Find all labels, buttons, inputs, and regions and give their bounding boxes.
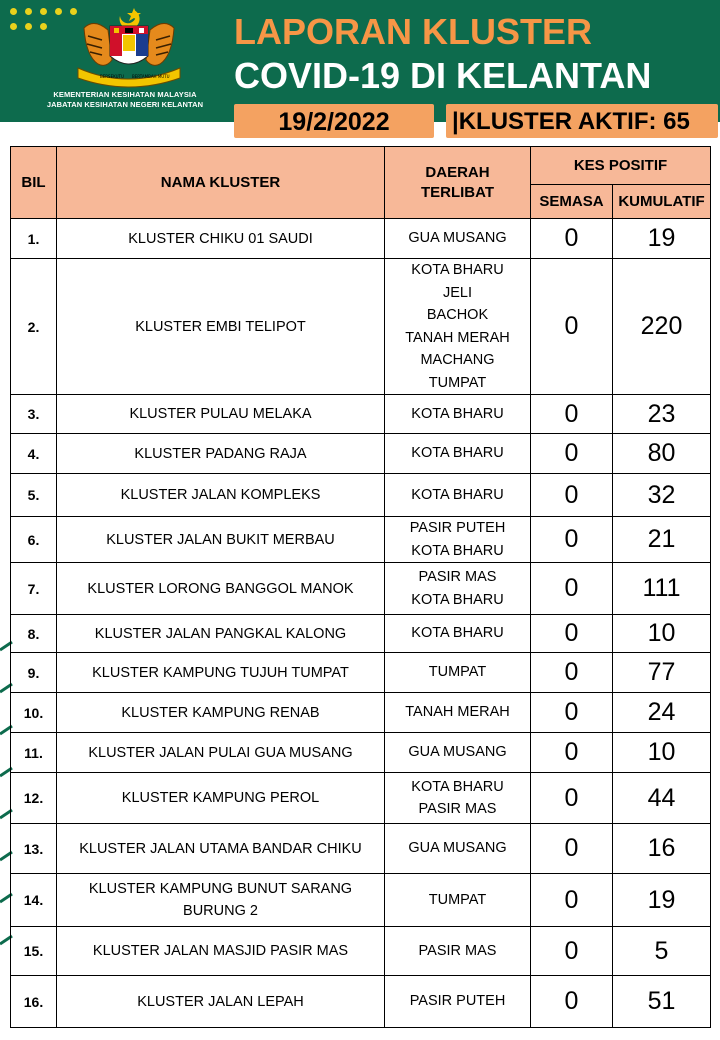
cell-nama-kluster — [57, 927, 385, 976]
cell-bil: 14. — [11, 874, 57, 927]
cell-daerah-terlibat — [385, 733, 531, 773]
cell-kumulatif: 111 — [613, 563, 711, 615]
table-row — [11, 563, 711, 615]
district-line: KOTA BHARU — [411, 445, 504, 462]
cell-semasa: 0 — [531, 874, 613, 927]
header-kumulatif: KUMULATIF — [613, 185, 711, 219]
table-row — [11, 434, 711, 474]
cell-nama-kluster — [57, 517, 385, 563]
header-daerah-line-2: TERLIBAT — [420, 183, 495, 201]
cell-kumulatif: 19 — [613, 219, 711, 259]
district-line: KOTA BHARU — [411, 591, 504, 608]
cluster-table — [10, 146, 711, 1028]
cell-bil: 15. — [11, 927, 57, 976]
table-row — [11, 693, 711, 733]
ministry-line-2: JABATAN KESIHATAN NEGERI KELANTAN — [46, 100, 204, 109]
district-line: KOTA BHARU — [411, 486, 504, 503]
active-cluster-count: |KLUSTER AKTIF: 65 — [452, 108, 690, 135]
cell-kumulatif: 21 — [613, 517, 711, 563]
cluster-name-line: KLUSTER PULAU MELAKA — [129, 406, 312, 422]
cell-semasa: 0 — [531, 824, 613, 874]
cell-nama-kluster — [57, 874, 385, 927]
cell-bil: 2. — [11, 259, 57, 395]
cell-daerah-terlibat — [385, 219, 531, 259]
table-row — [11, 927, 711, 976]
cell-daerah-terlibat — [385, 824, 531, 874]
malaysia-coat-of-arms-icon — [70, 6, 188, 90]
district-line: GUA MUSANG — [408, 230, 507, 247]
cell-nama-kluster — [57, 474, 385, 517]
cell-bil: 8. — [11, 615, 57, 653]
cell-bil: 5. — [11, 474, 57, 517]
cell-semasa: 0 — [531, 733, 613, 773]
date-badge — [234, 104, 434, 138]
cell-daerah-terlibat — [385, 395, 531, 434]
cell-semasa: 0 — [531, 976, 613, 1028]
cell-bil: 13. — [11, 824, 57, 874]
page-title-line-1: LAPORAN KLUSTER — [234, 11, 592, 52]
cell-daerah-terlibat — [385, 653, 531, 693]
cluster-table-body — [11, 219, 711, 1028]
cell-bil: 10. — [11, 693, 57, 733]
cell-semasa: 0 — [531, 773, 613, 824]
district-line: KOTA BHARU — [411, 405, 504, 422]
ministry-line-1: KEMENTERIAN KESIHATAN MALAYSIA — [53, 90, 197, 99]
cluster-name-line: KLUSTER JALAN PULAI GUA MUSANG — [88, 744, 353, 761]
cell-bil: 1. — [11, 219, 57, 259]
cluster-name-line: KLUSTER KAMPUNG RENAB — [121, 704, 320, 721]
district-line: TANAH MERAH — [405, 704, 510, 721]
district-line: PASIR MAS — [418, 801, 497, 817]
cell-daerah-terlibat — [385, 474, 531, 517]
cell-daerah-terlibat — [385, 517, 531, 563]
cell-nama-kluster — [57, 219, 385, 259]
cell-semasa: 0 — [531, 563, 613, 615]
cell-kumulatif: 24 — [613, 693, 711, 733]
cell-semasa: 0 — [531, 615, 613, 653]
table-row — [11, 653, 711, 693]
report-date: 19/2/2022 — [278, 108, 390, 136]
cell-kumulatif: 5 — [613, 927, 711, 976]
cell-daerah-terlibat — [385, 693, 531, 733]
cell-daerah-terlibat — [385, 563, 531, 615]
table-row — [11, 976, 711, 1028]
district-line: KOTA BHARU — [411, 262, 504, 278]
table-row — [11, 474, 711, 517]
district-line: PASIR PUTEH — [409, 993, 506, 1010]
cell-daerah-terlibat — [385, 615, 531, 653]
cell-semasa: 0 — [531, 259, 613, 395]
table-row — [11, 733, 711, 773]
cell-bil: 3. — [11, 395, 57, 434]
cell-kumulatif: 44 — [613, 773, 711, 824]
cell-nama-kluster — [57, 733, 385, 773]
cell-daerah-terlibat — [385, 927, 531, 976]
district-line: PASIR MAS — [418, 942, 497, 959]
cell-nama-kluster — [57, 976, 385, 1028]
cell-bil: 11. — [11, 733, 57, 773]
cell-semasa: 0 — [531, 474, 613, 517]
svg-text:BERSEKUTU: BERSEKUTU — [100, 74, 124, 79]
cell-nama-kluster — [57, 563, 385, 615]
cell-nama-kluster — [57, 395, 385, 434]
cell-semasa: 0 — [531, 653, 613, 693]
cell-bil: 9. — [11, 653, 57, 693]
cluster-name-line: KLUSTER JALAN PANGKAL KALONG — [94, 625, 347, 642]
cluster-name-line: KLUSTER KAMPUNG TUJUH TUMPAT — [92, 664, 349, 681]
district-line: KOTA BHARU — [411, 542, 504, 559]
cell-kumulatif: 51 — [613, 976, 711, 1028]
cluster-name-line: KLUSTER JALAN UTAMA BANDAR CHIKU — [79, 840, 362, 857]
cell-kumulatif: 220 — [613, 259, 711, 395]
district-line: PASIR MAS — [418, 569, 497, 585]
cell-semasa: 0 — [531, 927, 613, 976]
table-row — [11, 824, 711, 874]
ministry-name — [30, 90, 220, 110]
district-line: TUMPAT — [428, 374, 487, 391]
header-bil: BIL — [11, 147, 57, 219]
district-line: KOTA BHARU — [411, 625, 504, 642]
district-line: BACHOK — [426, 307, 489, 323]
cell-semasa: 0 — [531, 434, 613, 474]
header-daerah-line-1: DAERAH — [425, 163, 490, 181]
cell-kumulatif: 16 — [613, 824, 711, 874]
table-row — [11, 773, 711, 824]
district-line: TUMPAT — [428, 664, 487, 681]
cell-nama-kluster — [57, 693, 385, 733]
header-daerah-terlibat — [385, 147, 531, 219]
cell-nama-kluster — [57, 434, 385, 474]
cell-nama-kluster — [57, 824, 385, 874]
cluster-name-line: KLUSTER CHIKU 01 SAUDI — [128, 230, 313, 247]
table-row — [11, 874, 711, 927]
cell-bil: 16. — [11, 976, 57, 1028]
cluster-name-line: KLUSTER EMBI TELIPOT — [135, 318, 306, 335]
district-line: MACHANG — [420, 352, 495, 368]
cell-semasa: 0 — [531, 395, 613, 434]
cluster-name-line: BURUNG 2 — [183, 903, 258, 919]
cell-kumulatif: 10 — [613, 615, 711, 653]
cell-daerah-terlibat — [385, 434, 531, 474]
district-line: KOTA BHARU — [411, 778, 504, 795]
cell-kumulatif: 10 — [613, 733, 711, 773]
cell-daerah-terlibat — [385, 874, 531, 927]
cluster-name-line: KLUSTER KAMPUNG PEROL — [121, 790, 320, 806]
cell-nama-kluster — [57, 773, 385, 824]
header-semasa: SEMASA — [531, 185, 613, 219]
cluster-name-line: KLUSTER KAMPUNG BUNUT SARANG — [88, 881, 353, 897]
cell-nama-kluster — [57, 615, 385, 653]
active-cluster-badge — [446, 104, 718, 138]
cluster-name-line: KLUSTER JALAN KOMPLEKS — [120, 487, 321, 503]
cell-daerah-terlibat — [385, 773, 531, 824]
svg-text:BERTAMBAH MUTU: BERTAMBAH MUTU — [132, 74, 170, 79]
table-row — [11, 395, 711, 434]
cell-kumulatif: 19 — [613, 874, 711, 927]
cell-semasa: 0 — [531, 219, 613, 259]
header-kes-positif: KES POSITIF — [531, 147, 711, 185]
header-nama-kluster: NAMA KLUSTER — [57, 147, 385, 219]
cell-daerah-terlibat — [385, 259, 531, 395]
table-row — [11, 615, 711, 653]
cell-kumulatif: 32 — [613, 474, 711, 517]
cell-bil: 6. — [11, 517, 57, 563]
cell-nama-kluster — [57, 653, 385, 693]
district-line: GUA MUSANG — [408, 744, 507, 761]
district-line: PASIR PUTEH — [409, 520, 506, 536]
cell-semasa: 0 — [531, 693, 613, 733]
table-row — [11, 259, 711, 395]
district-line: TANAH MERAH — [405, 329, 510, 346]
cluster-name-line: KLUSTER JALAN LEPAH — [137, 993, 304, 1010]
cluster-name-line: KLUSTER PADANG RAJA — [134, 445, 307, 462]
cell-bil: 4. — [11, 434, 57, 474]
district-line: JELI — [442, 284, 472, 301]
cell-nama-kluster — [57, 259, 385, 395]
cluster-name-line: KLUSTER JALAN MASJID PASIR MAS — [92, 943, 349, 959]
cell-bil: 7. — [11, 563, 57, 615]
cell-kumulatif: 77 — [613, 653, 711, 693]
district-line: GUA MUSANG — [408, 840, 507, 857]
cluster-name-line: KLUSTER LORONG BANGGOL MANOK — [87, 580, 354, 597]
cell-semasa: 0 — [531, 517, 613, 563]
cluster-name-line: KLUSTER JALAN BUKIT MERBAU — [106, 531, 335, 548]
table-row — [11, 219, 711, 259]
cell-kumulatif: 23 — [613, 395, 711, 434]
cell-kumulatif: 80 — [613, 434, 711, 474]
page-title-line-2: COVID-19 DI KELANTAN — [234, 55, 652, 96]
district-line: TUMPAT — [428, 891, 487, 908]
cell-daerah-terlibat — [385, 976, 531, 1028]
table-row — [11, 517, 711, 563]
cell-bil: 12. — [11, 773, 57, 824]
